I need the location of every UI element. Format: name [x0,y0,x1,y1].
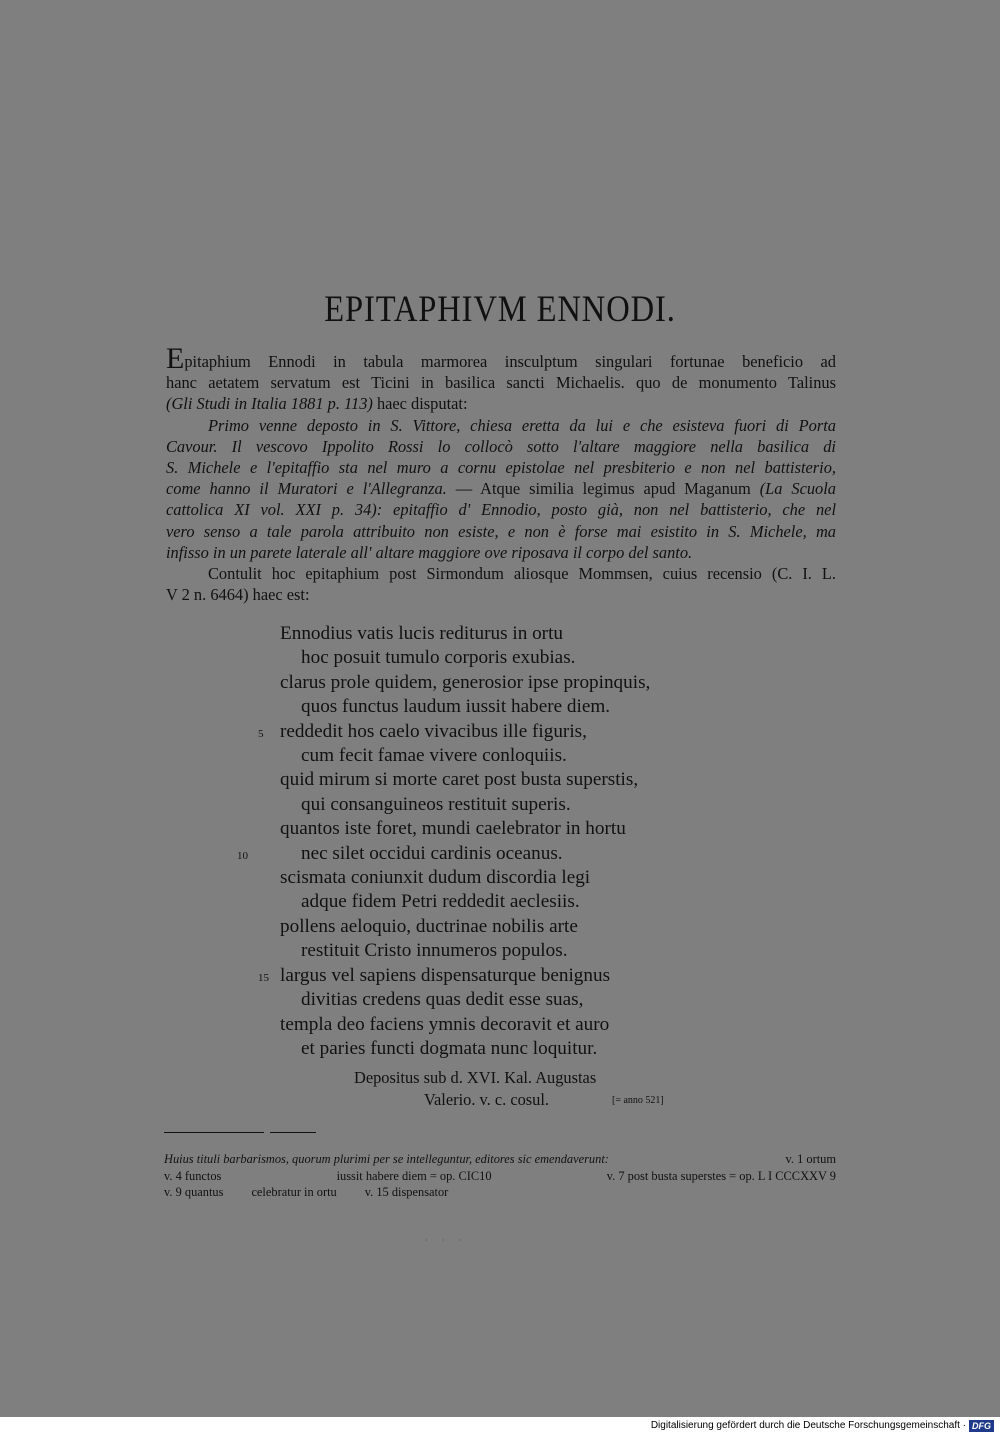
verse-text: Ennodius vatis lucis rediturus in ortu [280,623,563,644]
verse-line [280,915,650,939]
verse-text: reddedit hos caelo vivacibus ille figuris, [280,720,587,742]
footnotes [164,1151,836,1201]
verse-line [280,1013,650,1037]
year-note: [= anno 521] [612,1095,664,1106]
verse-number: 10 [237,849,248,862]
verse-line [280,988,650,1012]
verse-line [280,768,650,792]
quote-line: Primo venne deposto in S. Vittore, chiesa eretta da lui e che esisteva fuori di Porta [208,415,836,435]
verse-text: et paries functi dogmata nunc loquitur. [301,1037,598,1059]
footnote-line: v. 4 functos iussit habere diem = op. CIC10 v. 7 post busta superstes = op. L I CCCXXV 9 [164,1168,836,1183]
verse-text: nec silet occidui cardinis oceanus. [301,842,563,864]
credit-bar [0,1417,1000,1434]
consul-line: Valerio. v. c. cosul. [424,1090,550,1109]
verse-text: quantos iste foret, mundi caelebrator in hortu [280,818,626,840]
verse-number: 5 [258,727,264,740]
footnote-line: Huius tituli barbarismos, quorum plurimi per se intelleguntur, editores sic emendaverunt: v. 1 ortum [164,1152,836,1166]
prose-line: (Gli Studi in Italia 1881 p. 113) haec disputat: [166,394,468,414]
credit-text: Digitalisierung gefördert durch die Deutsche Forschungsgemeinschaft · [650,1420,966,1431]
footnote-rule [164,1132,264,1133]
epitaph-verses [237,622,651,1061]
page-mark: · · · [425,1236,467,1245]
verse-line [237,842,650,866]
page-title: EPITAPHIVM ENNODI. [324,289,676,330]
verse-text: hoc posuit tumulo corporis exubias. [301,647,576,669]
verse-text: cum fecit famae vivere conloquiis. [301,745,567,767]
verse-text: quos functus laudum iussit habere diem. [301,696,611,718]
quote-line: come hanno il Muratori e l'Allegranza. — Atque similia legimus apud Maganum (La Scuola [166,479,836,499]
quote-line: S. Michele e l'epitaffio sta nel muro a cornu epistolae nel presbiterio e non nel battisterio, [166,458,836,478]
quote-line: infisso in un parete laterale all' altare maggiore ove riposava il corpo del santo. [166,542,693,562]
verse-line [280,890,650,914]
verse-number: 15 [258,971,269,984]
verse-line [280,622,650,646]
intro-text [166,342,836,605]
verse-line [280,1037,650,1061]
verse-text: divitias credens quas dedit esse suas, [301,989,584,1011]
verse-text: clarus prole quidem, generosior ipse propinquis, [280,671,651,693]
verse-line [280,793,650,817]
quote-line: Cavour. Il vescovo Ippolito Rossi lo collocò sotto l'altare maggiore nella basilica di [166,436,836,456]
prose-line: hanc aetatem servatum est Ticini in basilica sancti Michaelis. quo de monumento Talinus [166,373,836,393]
verse-text: qui consanguineos restituit superis. [301,793,571,815]
verse-text: pollens aeloquio, ductrinae nobilis arte [280,915,578,937]
verse-text: quid mirum si morte caret post busta superstis, [280,769,639,791]
verse-line [258,720,650,744]
verse-text: largus vel sapiens dispensaturque benignus [280,964,611,986]
verse-line [280,817,650,841]
prose-line: Epitaphium Ennodi in tabula marmorea insculptum singulari fortunae beneficio ad [166,342,836,375]
verse-text: templa deo faciens ymnis decoravit et auro [280,1013,610,1035]
verse-line [280,695,650,719]
footnote-line: v. 9 quantus celebratur in ortu v. 15 dispensator [164,1185,449,1199]
verse-line [258,964,650,988]
prose-line: Contulit hoc epitaphium post Sirmondum aliosque Mommsen, cuius recensio (C. I. L. [208,564,836,584]
footnote-rule [270,1132,316,1133]
verse-text: scismata coniunxit dudum discordia legi [280,867,591,889]
dfg-logo: DFG [969,1420,994,1432]
drop-cap: E [166,342,185,375]
depositus-line: Depositus sub d. XVI. Kal. Augustas [354,1068,597,1087]
verse-text: adque fidem Petri reddedit aeclesiis. [301,891,580,913]
verse-text: restituit Cristo innumeros populos. [301,940,568,962]
prose-line: V 2 n. 6464) haec est: [166,585,310,605]
verse-line [280,646,650,670]
verse-line [280,866,650,890]
quote-line: cattolica XI vol. XXI p. 34): epitaffio d' Ennodio, posto già, non nel battisterio, che nel [166,500,836,520]
verse-line [280,671,650,695]
verse-line [280,939,650,963]
quote-line: vero senso a tale parola attribuito non esiste, e non è forse mai esistito in S. Michele, ma [166,521,836,541]
verse-line [280,744,650,768]
